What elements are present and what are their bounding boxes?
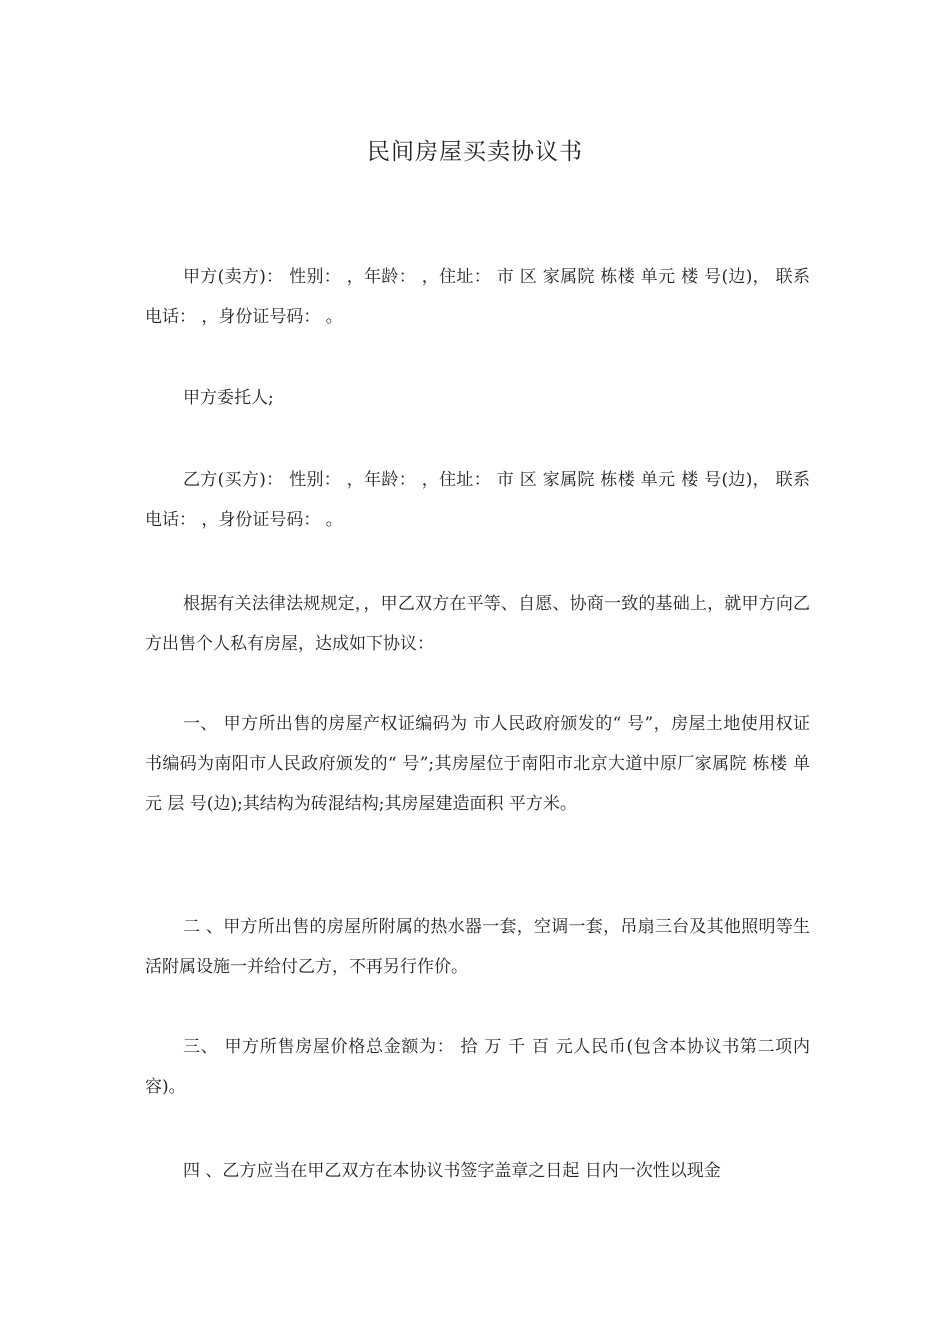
clause-4: 四 、乙方应当在甲乙双方在本协议书签字盖章之日起 日内一次性以现金 [183,1161,721,1181]
paragraph-party-b: 乙方(买方)： 性别： ，年龄： ，住址： 市 区 家属院 栋楼 单元 楼 号(边)， 联系电话： ，身份证号码： 。 [145,470,810,530]
clause-1: 一、 甲方所出售的房屋产权证编码为 市人民政府颁发的“ 号”，房屋土地使用权证书编码为南阳市人民政府颁发的“ 号”;其房屋位于南阳市北京大道中原厂家属院 栋楼 单元 层 号(边);其结构为砖混结构;其房屋建造面积 平方米。 [145,714,810,814]
paragraph-preamble: 根据有关法律法规规定，，甲乙双方在平等、自愿、协商一致的基础上，就甲方向乙方出售个人私有房屋，达成如下协议： [145,594,810,654]
clause-3: 三、 甲方所售房屋价格总金额为： 拾 万 千 百 元人民币(包含本协议书第二项内容)。 [145,1037,810,1097]
document-title: 民间房屋买卖协议书 [367,139,583,165]
paragraph-party-a-agent: 甲方委托人; [183,388,274,408]
paragraph-party-a: 甲方(卖方)： 性别： ，年龄： ，住址： 市 区 家属院 栋楼 单元 楼 号(边)， 联系电话： ，身份证号码： 。 [145,267,810,327]
clause-2: 二 、甲方所出售的房屋所附属的热水器一套，空调一套，吊扇三台及其他照明等生活附属设施一并给付乙方，不再另行作价。 [145,917,810,977]
